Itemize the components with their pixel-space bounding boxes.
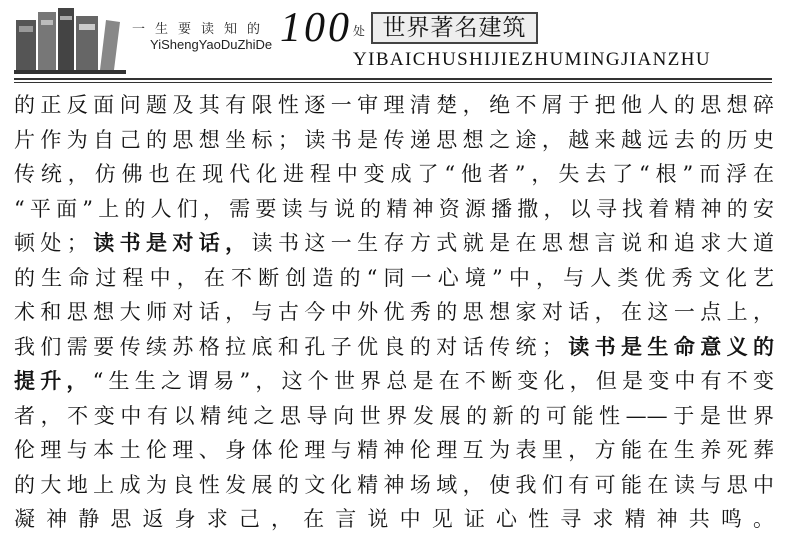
body-paragraph bbox=[14, 88, 774, 537]
text-segment: 的正反面问题及其有限性逐一审理清楚，绝不屑于把他人的思想碎 bbox=[14, 93, 774, 117]
text-segment: 读书这一生存方式就是在思想言说和追求大道 bbox=[251, 231, 775, 255]
text-segment: 伦理与本土伦理、身体伦理与精神伦理互为表里，方能在生养死葬 bbox=[14, 438, 774, 462]
book-title: 世界著名建筑 bbox=[371, 12, 538, 44]
text-line bbox=[14, 502, 774, 537]
page-header bbox=[0, 0, 786, 88]
text-segment: 顿处； bbox=[14, 231, 88, 255]
series-chu: 处 bbox=[353, 24, 366, 38]
bold-text: 读书是生命意义的 bbox=[562, 333, 775, 359]
books-icon bbox=[14, 6, 126, 74]
text-line bbox=[14, 123, 774, 158]
text-segment: 的生命过程中，在不断创造的“同一心境”中，与人类优秀文化艺 bbox=[14, 265, 774, 290]
header-rule-thin bbox=[14, 82, 772, 83]
text-line bbox=[14, 261, 774, 296]
bold-text: 提升， bbox=[14, 368, 93, 393]
text-line bbox=[14, 157, 774, 192]
text-line bbox=[14, 433, 774, 468]
text-line bbox=[14, 364, 774, 399]
text-segment: 的大地上成为良性发展的文化精神场域，使我们有可能在读与思中 bbox=[14, 472, 774, 497]
text-segment: 片作为自己的思想坐标；读书是传递思想之途，越来越远去的历史 bbox=[14, 127, 774, 152]
text-line bbox=[14, 88, 774, 123]
text-segment: 者，不变中有以精纯之思导向世界发展的新的可能性——于是世界 bbox=[14, 403, 774, 428]
text-segment: 我们需要传续苏格拉底和孔子优良的对话传统； bbox=[14, 334, 563, 359]
bold-text: 读书是对话， bbox=[87, 230, 252, 255]
text-line bbox=[14, 399, 774, 434]
text-segment: 术和思想大师对话，与古今中外优秀的思想家对话，在这一点上， bbox=[14, 300, 774, 324]
text-segment: “平面”上的人们，需要读与说的精神资源播撒，以寻找着精神的安 bbox=[14, 196, 774, 221]
text-line bbox=[14, 330, 774, 365]
text-line bbox=[14, 295, 774, 330]
text-line bbox=[14, 468, 774, 503]
text-line bbox=[14, 192, 774, 227]
series-lead-chars: 一生要读知的 bbox=[132, 22, 271, 37]
text-segment: 凝神静思返身求己，在言说中见证心性寻求精神共鸣。 bbox=[14, 507, 774, 531]
series-number: 100 bbox=[280, 5, 352, 51]
text-segment: “生生之谓易”，这个世界总是在不断变化，但是变中有不变 bbox=[92, 369, 774, 393]
text-segment: 传统，仿佛也在现代化进程中变成了“他者”，失去了“根”而浮在 bbox=[14, 162, 774, 186]
text-line bbox=[14, 226, 774, 261]
series-pinyin: YiShengYaoDuZhiDe bbox=[150, 37, 273, 52]
book-title-pinyin: YIBAICHUSHIJIEZHUMINGJIANZHU bbox=[353, 49, 711, 70]
header-rule-thick bbox=[14, 78, 772, 80]
